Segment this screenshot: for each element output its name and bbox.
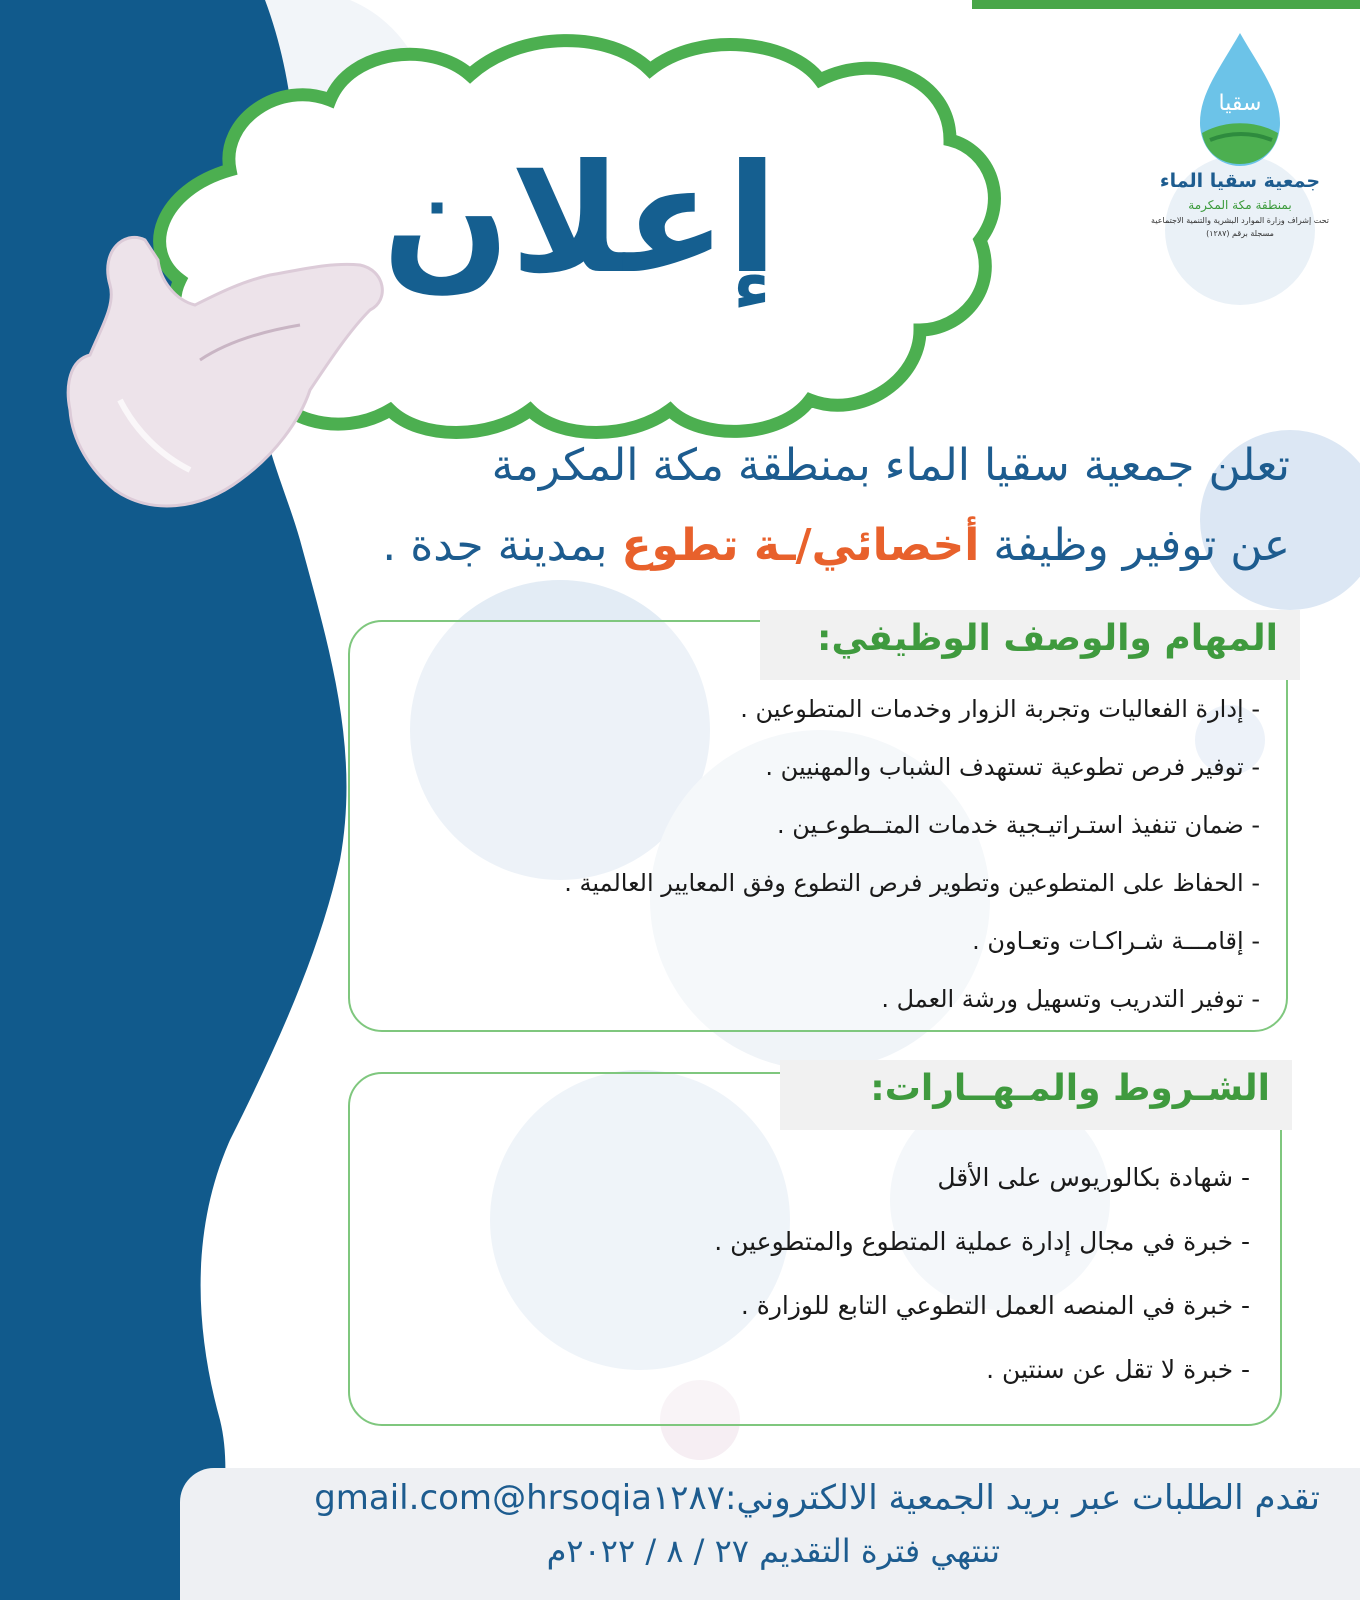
job-title: أخصائي/ـة تطوع	[621, 520, 980, 571]
list-item: - الحفاظ على المتطوعين وتطوير فرص التطوع وفق المعايير العالمية .	[564, 869, 1260, 897]
headline-line-1: تعلن جمعية سقيا الماء بمنطقة مكة المكرمة	[491, 440, 1290, 491]
tasks-heading: المهام والوصف الوظيفي:	[760, 610, 1300, 680]
footer-apply-line	[314, 1478, 1320, 1518]
list-item: - شهادة بكالوريوس على الأقل	[937, 1163, 1250, 1192]
headline-line-2	[240, 520, 1290, 571]
list-item: - توفير فرص تطوعية تستهدف الشباب والمهنيين .	[765, 753, 1260, 781]
list-item: - إقامـــة شـراكـات وتعـاون .	[972, 927, 1260, 955]
list-item: - خبرة في مجال إدارة عملية المتطوع والمتطوعين .	[714, 1227, 1250, 1256]
announcement-title: إعلان	[382, 133, 778, 307]
email-link[interactable]: hrsoqia١٢٨٧@gmail.com	[314, 1478, 726, 1518]
logo-registration: مسجلة برقم (١٢٨٧)	[1206, 229, 1274, 238]
apply-text: تقدم الطلبات عبر بريد الجمعية الالكتروني:	[725, 1478, 1320, 1518]
headline-prefix: عن توفير وظيفة	[993, 520, 1290, 571]
list-item: - توفير التدريب وتسهيل ورشة العمل .	[881, 985, 1260, 1013]
logo-region: بمنطقة مكة المكرمة	[1188, 198, 1292, 212]
top-accent-bar	[972, 0, 1360, 9]
requirements-heading: الشـروط والمـهــارات:	[780, 1060, 1292, 1130]
list-item: - ضمان تنفيذ استـراتيـجية خدمات المتــطوعـين .	[777, 811, 1260, 839]
headline-suffix: بمدينة جدة .	[382, 520, 608, 571]
logo-org-name: جمعية سقيا الماء	[1159, 170, 1321, 192]
footer-panel	[180, 1468, 1360, 1600]
list-item: - خبرة في المنصه العمل التطوعي التابع للوزارة .	[740, 1291, 1250, 1320]
requirements-list	[360, 1146, 1250, 1402]
logo-drop-text: سقيا	[1218, 91, 1262, 116]
organization-logo	[1140, 28, 1340, 278]
tasks-list	[360, 680, 1260, 1028]
deadline-text: تنتهي فترة التقديم ٢٧ / ٨ / ٢٠٢٢م	[546, 1532, 1000, 1570]
logo-supervision: تحت إشراف وزارة الموارد البشرية والتنمية الاجتماعية	[1151, 216, 1329, 225]
list-item: - إدارة الفعاليات وتجربة الزوار وخدمات المتطوعين .	[740, 695, 1260, 723]
list-item: - خبرة لا تقل عن سنتين .	[986, 1355, 1250, 1384]
water-drop-icon	[1140, 28, 1340, 168]
